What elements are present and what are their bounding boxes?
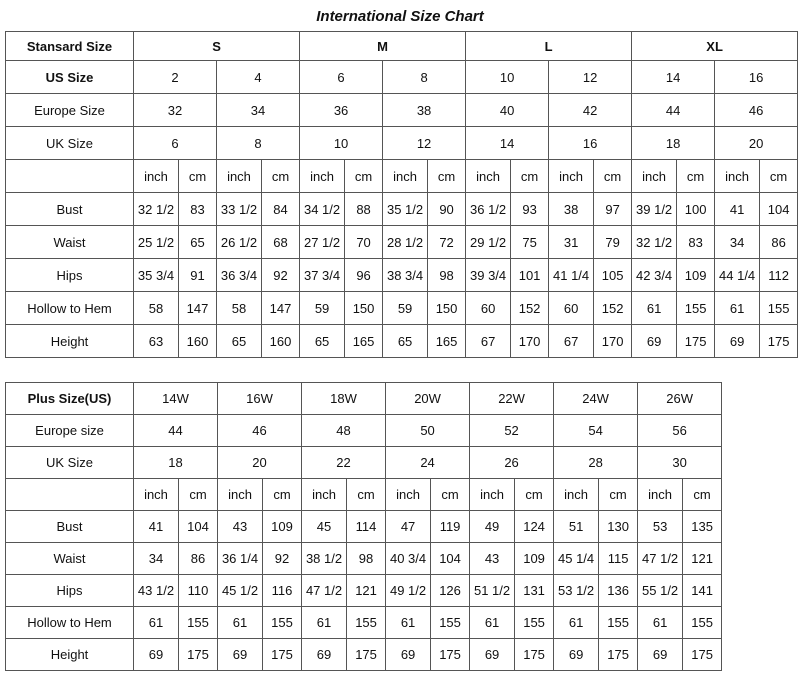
size-group-row <box>6 32 798 61</box>
plus-size-table <box>5 382 722 671</box>
table-cell: 2 <box>134 61 217 94</box>
table-cell: 155 <box>677 292 715 325</box>
table-cell: 29 1/2 <box>466 226 511 259</box>
table-cell: 83 <box>179 193 217 226</box>
unit-header: inch <box>300 160 345 193</box>
table-cell: 141 <box>683 575 722 607</box>
table-cell: 59 <box>383 292 428 325</box>
size-header: 16W <box>218 383 302 415</box>
row-header: Waist <box>6 543 134 575</box>
table-cell: 26 1/2 <box>217 226 262 259</box>
table-cell: 165 <box>345 325 383 358</box>
table-cell: 47 1/2 <box>302 575 347 607</box>
table-cell: 69 <box>218 639 263 671</box>
row-header: Height <box>6 325 134 358</box>
unit-header: cm <box>599 479 638 511</box>
table-cell: 175 <box>677 325 715 358</box>
standard-size-table <box>5 31 798 358</box>
table-cell: 155 <box>431 607 470 639</box>
size-group-header: M <box>300 32 466 61</box>
measurement-row <box>6 511 722 543</box>
table-cell: 42 <box>549 94 632 127</box>
table-cell: 126 <box>431 575 470 607</box>
row-header: Europe size <box>6 415 134 447</box>
table-cell: 152 <box>594 292 632 325</box>
table-cell: 38 1/2 <box>302 543 347 575</box>
table-cell: 79 <box>594 226 632 259</box>
row-header: Height <box>6 639 134 671</box>
table-cell: 59 <box>300 292 345 325</box>
table-cell: 61 <box>218 607 263 639</box>
table-cell: 43 <box>470 543 515 575</box>
unit-header: inch <box>638 479 683 511</box>
table-cell: 47 <box>386 511 431 543</box>
chart-title: International Size Chart <box>316 8 484 25</box>
table-cell: 175 <box>179 639 218 671</box>
table-cell: 39 1/2 <box>632 193 677 226</box>
table-cell: 10 <box>466 61 549 94</box>
table-cell: 109 <box>677 259 715 292</box>
unit-header: cm <box>515 479 554 511</box>
table-cell: 8 <box>383 61 466 94</box>
table-cell: 56 <box>638 415 722 447</box>
measurement-row <box>6 639 722 671</box>
table-cell: 31 <box>549 226 594 259</box>
unit-header: cm <box>594 160 632 193</box>
table-cell: 147 <box>262 292 300 325</box>
row-header: Bust <box>6 511 134 543</box>
row-header: Bust <box>6 193 134 226</box>
table-cell: 100 <box>677 193 715 226</box>
table-cell: 175 <box>760 325 798 358</box>
unit-header: inch <box>386 479 431 511</box>
unit-header: cm <box>511 160 549 193</box>
table-cell: 155 <box>263 607 302 639</box>
table-cell: 65 <box>217 325 262 358</box>
table-cell: 65 <box>179 226 217 259</box>
table-cell: 69 <box>134 639 179 671</box>
row-header: Waist <box>6 226 134 259</box>
table-cell: 35 3/4 <box>134 259 179 292</box>
table-cell: 18 <box>134 447 218 479</box>
empty-cell <box>6 160 134 193</box>
table-cell: 49 <box>470 511 515 543</box>
table-cell: 61 <box>470 607 515 639</box>
row-header: Plus Size(US) <box>6 383 134 415</box>
table-cell: 165 <box>428 325 466 358</box>
table-cell: 121 <box>683 543 722 575</box>
table-cell: 41 <box>715 193 760 226</box>
table-cell: 45 <box>302 511 347 543</box>
table-cell: 119 <box>431 511 470 543</box>
table-cell: 130 <box>599 511 638 543</box>
table-cell: 28 1/2 <box>383 226 428 259</box>
table-cell: 104 <box>431 543 470 575</box>
size-header: 26W <box>638 383 722 415</box>
empty-cell <box>6 479 134 511</box>
table-cell: 25 1/2 <box>134 226 179 259</box>
table-cell: 101 <box>511 259 549 292</box>
unit-header: inch <box>302 479 347 511</box>
measurement-row <box>6 259 798 292</box>
measurement-row <box>6 226 798 259</box>
table-cell: 72 <box>428 226 466 259</box>
unit-header: inch <box>134 160 179 193</box>
table-cell: 110 <box>179 575 218 607</box>
table-cell: 63 <box>134 325 179 358</box>
table-cell: 43 1/2 <box>134 575 179 607</box>
table-cell: 135 <box>683 511 722 543</box>
table-cell: 54 <box>554 415 638 447</box>
table-cell: 84 <box>262 193 300 226</box>
unit-header: inch <box>217 160 262 193</box>
measurement-row <box>6 607 722 639</box>
table-cell: 60 <box>549 292 594 325</box>
table-cell: 32 <box>134 94 217 127</box>
table-cell: 4 <box>217 61 300 94</box>
table-cell: 61 <box>386 607 431 639</box>
table-cell: 86 <box>179 543 218 575</box>
table-cell: 69 <box>470 639 515 671</box>
unit-header: inch <box>632 160 677 193</box>
table-cell: 98 <box>428 259 466 292</box>
table-cell: 36 1/2 <box>466 193 511 226</box>
table-cell: 34 1/2 <box>300 193 345 226</box>
table-cell: 75 <box>511 226 549 259</box>
table-cell: 46 <box>715 94 798 127</box>
table-cell: 34 <box>217 94 300 127</box>
table-cell: 88 <box>345 193 383 226</box>
unit-header: cm <box>347 479 386 511</box>
table-cell: 109 <box>515 543 554 575</box>
table-cell: 61 <box>715 292 760 325</box>
size-header: 22W <box>470 383 554 415</box>
table-cell: 175 <box>431 639 470 671</box>
table-cell: 121 <box>347 575 386 607</box>
table-cell: 58 <box>134 292 179 325</box>
table-cell: 170 <box>511 325 549 358</box>
table-cell: 36 3/4 <box>217 259 262 292</box>
table-cell: 60 <box>466 292 511 325</box>
unit-header: inch <box>383 160 428 193</box>
table-cell: 6 <box>300 61 383 94</box>
table-cell: 150 <box>428 292 466 325</box>
table-cell: 68 <box>262 226 300 259</box>
table-cell: 16 <box>549 127 632 160</box>
unit-header: cm <box>683 479 722 511</box>
unit-header: inch <box>549 160 594 193</box>
table-cell: 160 <box>262 325 300 358</box>
europe-size-row <box>6 415 722 447</box>
table-cell: 22 <box>302 447 386 479</box>
table-cell: 155 <box>347 607 386 639</box>
size-header: 18W <box>302 383 386 415</box>
unit-header: cm <box>760 160 798 193</box>
table-cell: 86 <box>760 226 798 259</box>
unit-header: inch <box>470 479 515 511</box>
uk-size-row <box>6 127 798 160</box>
unit-header: cm <box>431 479 470 511</box>
table-cell: 14 <box>466 127 549 160</box>
table-cell: 34 <box>134 543 179 575</box>
table-cell: 41 <box>134 511 179 543</box>
table-cell: 67 <box>466 325 511 358</box>
measurement-row <box>6 193 798 226</box>
unit-header: inch <box>134 479 179 511</box>
table-cell: 35 1/2 <box>383 193 428 226</box>
table-cell: 20 <box>218 447 302 479</box>
table-cell: 152 <box>511 292 549 325</box>
uk-size-row <box>6 447 722 479</box>
table-cell: 40 <box>466 94 549 127</box>
table-cell: 61 <box>638 607 683 639</box>
measurement-row <box>6 575 722 607</box>
row-header: Stansard Size <box>6 32 134 61</box>
row-header: UK Size <box>6 447 134 479</box>
table-cell: 93 <box>511 193 549 226</box>
table-cell: 115 <box>599 543 638 575</box>
table-cell: 26 <box>470 447 554 479</box>
table-cell: 170 <box>594 325 632 358</box>
unit-row <box>6 479 722 511</box>
us-size-row <box>6 61 798 94</box>
row-header: Europe Size <box>6 94 134 127</box>
table-cell: 69 <box>302 639 347 671</box>
table-cell: 40 3/4 <box>386 543 431 575</box>
table-cell: 112 <box>760 259 798 292</box>
table-cell: 51 <box>554 511 599 543</box>
row-header: UK Size <box>6 127 134 160</box>
table-cell: 155 <box>683 607 722 639</box>
table-cell: 98 <box>347 543 386 575</box>
table-cell: 70 <box>345 226 383 259</box>
row-header: Hollow to Hem <box>6 292 134 325</box>
table-cell: 33 1/2 <box>217 193 262 226</box>
unit-header: cm <box>345 160 383 193</box>
table-cell: 44 <box>632 94 715 127</box>
table-cell: 55 1/2 <box>638 575 683 607</box>
table-cell: 69 <box>715 325 760 358</box>
table-cell: 90 <box>428 193 466 226</box>
table-cell: 131 <box>515 575 554 607</box>
table-cell: 147 <box>179 292 217 325</box>
table-cell: 36 1/4 <box>218 543 263 575</box>
table-cell: 61 <box>632 292 677 325</box>
table-cell: 10 <box>300 127 383 160</box>
unit-row <box>6 160 798 193</box>
table-cell: 61 <box>554 607 599 639</box>
table-cell: 52 <box>470 415 554 447</box>
unit-header: cm <box>262 160 300 193</box>
table-cell: 96 <box>345 259 383 292</box>
table-cell: 49 1/2 <box>386 575 431 607</box>
table-cell: 136 <box>599 575 638 607</box>
size-header: 20W <box>386 383 470 415</box>
table-cell: 47 1/2 <box>638 543 683 575</box>
table-cell: 104 <box>179 511 218 543</box>
table-cell: 69 <box>638 639 683 671</box>
table-cell: 175 <box>599 639 638 671</box>
table-cell: 69 <box>632 325 677 358</box>
table-cell: 44 1/4 <box>715 259 760 292</box>
table-cell: 124 <box>515 511 554 543</box>
table-cell: 28 <box>554 447 638 479</box>
table-cell: 175 <box>263 639 302 671</box>
table-cell: 12 <box>383 127 466 160</box>
table-cell: 20 <box>715 127 798 160</box>
table-cell: 92 <box>263 543 302 575</box>
table-cell: 92 <box>262 259 300 292</box>
table-cell: 61 <box>302 607 347 639</box>
measurement-row <box>6 292 798 325</box>
table-cell: 32 1/2 <box>134 193 179 226</box>
table-cell: 38 <box>549 193 594 226</box>
unit-header: cm <box>179 160 217 193</box>
table-cell: 150 <box>345 292 383 325</box>
unit-header: cm <box>677 160 715 193</box>
table-cell: 41 1/4 <box>549 259 594 292</box>
table-cell: 14 <box>632 61 715 94</box>
table-cell: 53 1/2 <box>554 575 599 607</box>
table-cell: 114 <box>347 511 386 543</box>
table-cell: 97 <box>594 193 632 226</box>
table-cell: 43 <box>218 511 263 543</box>
table-cell: 36 <box>300 94 383 127</box>
table-cell: 6 <box>134 127 217 160</box>
measurement-row <box>6 325 798 358</box>
table-cell: 38 3/4 <box>383 259 428 292</box>
table-cell: 69 <box>386 639 431 671</box>
table-cell: 155 <box>599 607 638 639</box>
unit-header: cm <box>263 479 302 511</box>
table-cell: 67 <box>549 325 594 358</box>
table-cell: 44 <box>134 415 218 447</box>
table-cell: 38 <box>383 94 466 127</box>
table-cell: 155 <box>515 607 554 639</box>
table-cell: 32 1/2 <box>632 226 677 259</box>
size-group-header: XL <box>632 32 798 61</box>
table-cell: 50 <box>386 415 470 447</box>
table-cell: 39 3/4 <box>466 259 511 292</box>
size-group-header: L <box>466 32 632 61</box>
table-cell: 12 <box>549 61 632 94</box>
table-cell: 16 <box>715 61 798 94</box>
table-cell: 116 <box>263 575 302 607</box>
unit-header: inch <box>218 479 263 511</box>
table-cell: 18 <box>632 127 715 160</box>
table-cell: 58 <box>217 292 262 325</box>
table-cell: 109 <box>263 511 302 543</box>
table-cell: 175 <box>347 639 386 671</box>
table-cell: 27 1/2 <box>300 226 345 259</box>
table-cell: 46 <box>218 415 302 447</box>
unit-header: inch <box>554 479 599 511</box>
table-cell: 37 3/4 <box>300 259 345 292</box>
size-header: 24W <box>554 383 638 415</box>
unit-header: cm <box>428 160 466 193</box>
row-header: US Size <box>6 61 134 94</box>
table-cell: 155 <box>179 607 218 639</box>
size-header: 14W <box>134 383 218 415</box>
unit-header: inch <box>466 160 511 193</box>
europe-size-row <box>6 94 798 127</box>
table-cell: 175 <box>683 639 722 671</box>
table-cell: 104 <box>760 193 798 226</box>
table-cell: 105 <box>594 259 632 292</box>
table-cell: 45 1/2 <box>218 575 263 607</box>
table-cell: 155 <box>760 292 798 325</box>
table-cell: 42 3/4 <box>632 259 677 292</box>
table-cell: 160 <box>179 325 217 358</box>
table-cell: 65 <box>383 325 428 358</box>
plus-size-row <box>6 383 722 415</box>
table-cell: 34 <box>715 226 760 259</box>
table-cell: 69 <box>554 639 599 671</box>
measurement-row <box>6 543 722 575</box>
table-cell: 83 <box>677 226 715 259</box>
table-cell: 45 1/4 <box>554 543 599 575</box>
table-cell: 8 <box>217 127 300 160</box>
size-group-header: S <box>134 32 300 61</box>
table-cell: 65 <box>300 325 345 358</box>
table-cell: 91 <box>179 259 217 292</box>
table-cell: 30 <box>638 447 722 479</box>
table-cell: 48 <box>302 415 386 447</box>
table-cell: 51 1/2 <box>470 575 515 607</box>
table-cell: 61 <box>134 607 179 639</box>
table-cell: 53 <box>638 511 683 543</box>
row-header: Hollow to Hem <box>6 607 134 639</box>
unit-header: inch <box>715 160 760 193</box>
row-header: Hips <box>6 259 134 292</box>
row-header: Hips <box>6 575 134 607</box>
table-cell: 24 <box>386 447 470 479</box>
table-cell: 175 <box>515 639 554 671</box>
unit-header: cm <box>179 479 218 511</box>
